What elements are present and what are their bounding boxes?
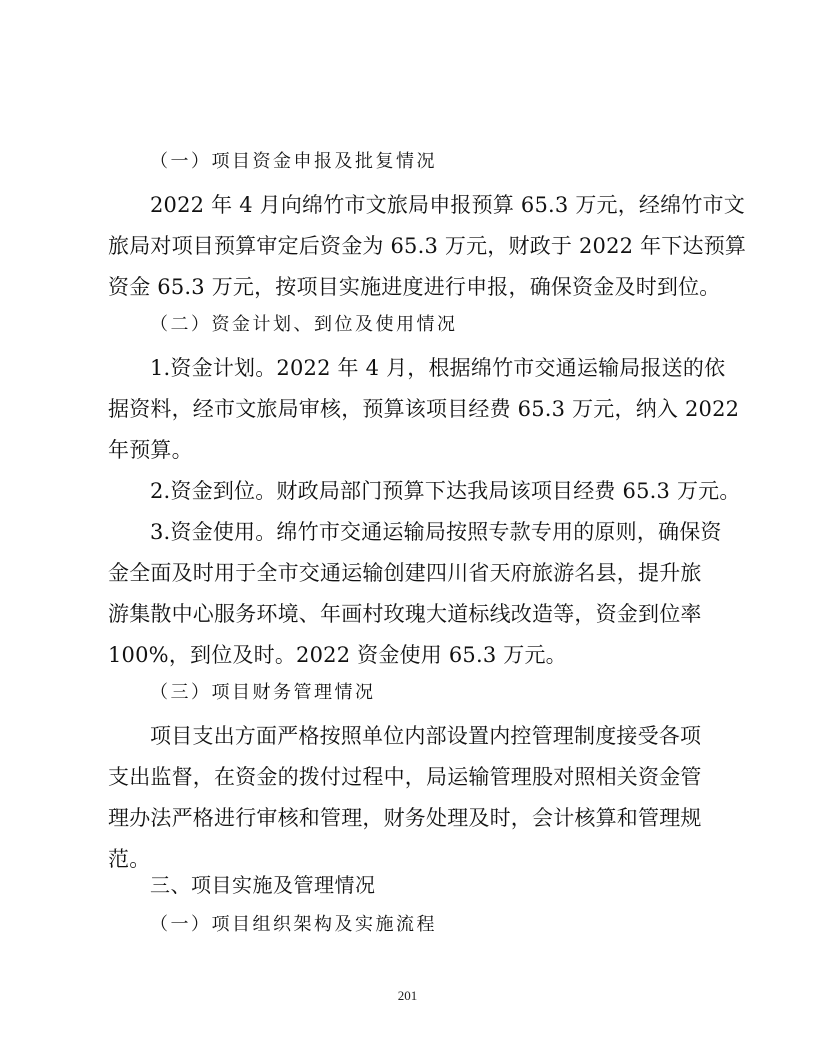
paragraph-line: 2022 年 4 月向绵竹市文旅局申报预算 65.3 万元，经绵竹市文 [150,193,745,217]
page-number: 201 [397,988,418,1003]
paragraph-line: 据资料，经市文旅局审核，预算该项目经费 65.3 万元，纳入 2022 [108,397,740,421]
section-heading-funding-plan: （二）资金计划、到位及使用情况 [150,314,458,335]
paragraph-line: 项目支出方面严格按照单位内部设置内控管理制度接受各项 [150,724,702,748]
section-heading-organization: （一）项目组织架构及实施流程 [150,914,437,935]
chapter-heading-implementation: 三、项目实施及管理情况 [150,873,376,897]
paragraph-line: 旅局对项目预算审定后资金为 65.3 万元，财政于 2022 年下达预算 [108,234,747,258]
paragraph-line: 游集散中心服务环境、年画村玫瑰大道标线改造等，资金到位率 [108,602,702,626]
paragraph-line: 3.资金使用。绵竹市交通运输局按照专款专用的原则，确保资 [150,520,722,544]
paragraph-line: 资金 65.3 万元，按项目实施进度进行申报，确保资金及时到位。 [108,275,721,299]
paragraph-line: 金全面及时用于全市交通运输创建四川省天府旅游名县，提升旅 [108,561,702,585]
paragraph-line: 年预算。 [108,438,193,462]
paragraph-line: 2.资金到位。财政局部门预算下达我局该项目经费 65.3 万元。 [150,479,741,503]
paragraph-line: 支出监督，在资金的拨付过程中，局运输管理股对照相关资金管 [108,765,702,789]
paragraph-line: 100%，到位及时。2022 资金使用 65.3 万元。 [108,643,567,667]
section-heading-financial-management: （三）项目财务管理情况 [150,682,376,703]
paragraph-line: 1.资金计划。2022 年 4 月，根据绵竹市交通运输局报送的依 [150,356,726,380]
paragraph-line: 范。 [108,847,151,871]
section-heading-funding-approval: （一）项目资金申报及批复情况 [150,151,437,172]
paragraph-line: 理办法严格进行审核和管理，财务处理及时，会计核算和管理规 [108,806,702,830]
